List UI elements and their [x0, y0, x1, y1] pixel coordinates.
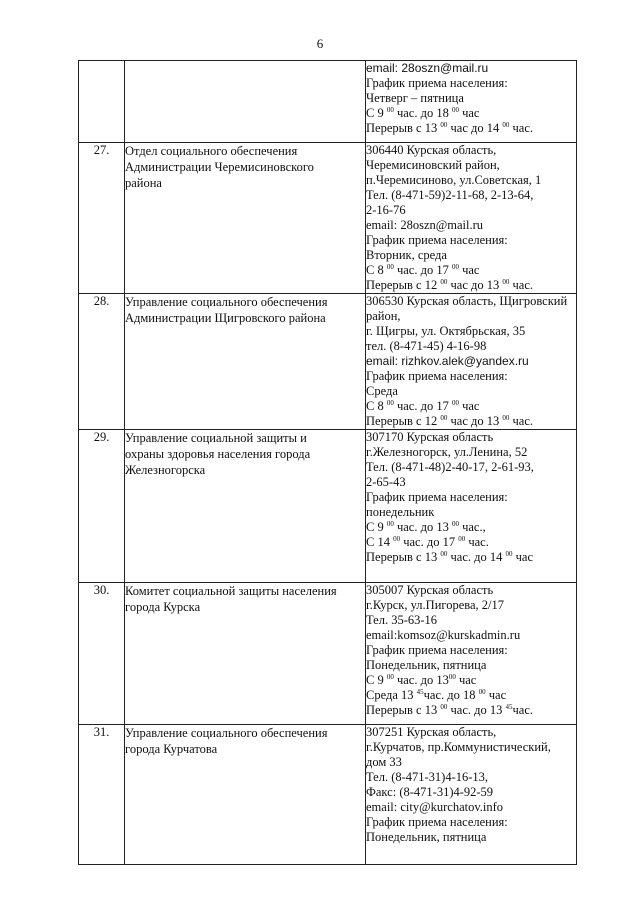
- contact-info-line: г.Железногорск, ул.Ленина, 52: [366, 445, 528, 459]
- row-number: 29.: [79, 430, 125, 583]
- table-row: [79, 430, 577, 583]
- institution-name-line: района: [125, 176, 162, 190]
- table-row: [79, 143, 577, 294]
- contact-info-line: 2-16-76: [366, 203, 406, 217]
- institution-name-line: города Курска: [125, 600, 201, 614]
- contact-info: [366, 143, 577, 294]
- institutions-table: [78, 60, 577, 865]
- contact-info-line: email: 28oszn@mail.ru: [366, 218, 484, 232]
- contact-info-line: Перерыв с 13 $^{00}$ час до 14 $^{00}$ час.: [366, 121, 533, 135]
- contact-info-line: email: rizhkov.alek@yandex.ru: [366, 354, 529, 368]
- contact-info-line: тел. (8-471-45) 4-16-98: [366, 339, 487, 353]
- institution-name: [125, 430, 366, 583]
- contact-info-line: понедельник: [366, 505, 435, 519]
- institution-name: [125, 725, 366, 865]
- contact-info-line: Перерыв с 12 $^{00}$ час до 13 $^{00}$ час.: [366, 278, 533, 292]
- contact-info-line: С 8 $^{00}$ час. до 17 $^{00}$ час: [366, 263, 480, 277]
- contact-info-line: График приема населения:: [366, 815, 508, 829]
- contact-info-line: г.Курчатов, пр.Коммунистический,: [366, 740, 551, 754]
- institution-name: [125, 61, 366, 143]
- institution-name-line: Отдел социального обеспечения: [125, 144, 298, 158]
- contact-info-line: email: 28oszn@mail.ru: [366, 61, 489, 75]
- contact-info-line: График приема населения:: [366, 233, 508, 247]
- contact-info-line: 2-65-43: [366, 475, 406, 489]
- institution-name-line: Администрации Щигровского района: [125, 311, 326, 325]
- institution-name: [125, 294, 366, 430]
- contact-info: [366, 725, 577, 865]
- row-number: 27.: [79, 143, 125, 294]
- contact-info-line: С 9 $^{00}$ час. до 13 $^{00}$ час.,: [366, 520, 486, 534]
- institutions-table-body: [79, 61, 577, 865]
- contact-info-line: Факс: (8-471-31)4-92-59: [366, 785, 494, 799]
- table-row: [79, 294, 577, 430]
- contact-info-line: г.Курск, ул.Пигорева, 2/17: [366, 598, 505, 612]
- table-row: [79, 61, 577, 143]
- contact-info-line: Понедельник, пятница: [366, 830, 487, 844]
- table-row: [79, 583, 577, 725]
- contact-info-line: Тел. (8-471-59)2-11-68, 2-13-64,: [366, 188, 534, 202]
- contact-info-line: С 9 $^{00}$ час. до 18 $^{00}$ час: [366, 106, 480, 120]
- row-number: 31.: [79, 725, 125, 865]
- contact-info-line: График приема населения:: [366, 76, 508, 90]
- contact-info-line: Тел. (8-471-31)4-16-13,: [366, 770, 489, 784]
- contact-info-line: 306440 Курская область,: [366, 143, 497, 157]
- contact-info-line: Черемисиновский район,: [366, 158, 500, 172]
- page-number: 6: [316, 36, 324, 51]
- institution-name: [125, 143, 366, 294]
- contact-info-line: График приема населения:: [366, 643, 508, 657]
- institution-name-line: Железногорска: [125, 463, 206, 477]
- contact-info-line: дом 33: [366, 755, 402, 769]
- contact-info-line: С 14 $^{00}$ час. до 17 $^{00}$ час.: [366, 535, 489, 549]
- row-number: [79, 61, 125, 143]
- contact-info-line: Понедельник, пятница: [366, 658, 487, 672]
- contact-info-line: 307170 Курская область: [366, 430, 494, 444]
- contact-info-line: п.Черемисиново, ул.Советская, 1: [366, 173, 542, 187]
- contact-info-line: г. Щигры, ул. Октябрьская, 35: [366, 324, 526, 338]
- institution-name-line: Администрации Черемисиновского: [125, 160, 314, 174]
- contact-info: [366, 61, 577, 143]
- contact-info-line: Тел. (8-471-48)2-40-17, 2-61-93,: [366, 460, 534, 474]
- institution-name-line: Комитет социальной защиты населения: [125, 584, 337, 598]
- row-number: 28.: [79, 294, 125, 430]
- contact-info-line: Перерыв с 13 $^{00}$ час. до 14 $^{00}$ час: [366, 550, 533, 564]
- contact-info-line: С 9 $^{00}$ час. до $13^{00}$ час: [366, 673, 477, 687]
- contact-info-line: 307251 Курская область,: [366, 725, 497, 739]
- contact-info: [366, 583, 577, 725]
- contact-info-line: Четверг – пятница: [366, 91, 464, 105]
- contact-info-line: С 8 $^{00}$ час. до 17 $^{00}$ час: [366, 399, 480, 413]
- institution-name-line: охраны здоровья населения города: [125, 447, 311, 461]
- table-row: [79, 725, 577, 865]
- institution-name-line: Управление социального обеспечения: [125, 726, 328, 740]
- contact-info-line: Среда 13 $^{45}$час. до 18 $^{00}$ час: [366, 688, 507, 702]
- contact-info-line: Среда: [366, 384, 398, 398]
- contact-info-line: График приема населения:: [366, 369, 508, 383]
- contact-info-line: Перерыв с 13 $^{00}$ час. до 13 $^{45}$час.: [366, 703, 533, 717]
- contact-info-line: Вторник, среда: [366, 248, 447, 262]
- contact-info: [366, 430, 577, 583]
- contact-info-line: Тел. 35-63-16: [366, 613, 438, 627]
- contact-info-line: График приема населения:: [366, 490, 508, 504]
- institution-name-line: Управление социального обеспечения: [125, 295, 328, 309]
- contact-info-line: 306530 Курская область, Щигровский: [366, 294, 568, 308]
- institution-name: [125, 583, 366, 725]
- row-number: 30.: [79, 583, 125, 725]
- institution-name-line: Управление социальной защиты и: [125, 431, 307, 445]
- institution-name-line: города Курчатова: [125, 742, 218, 756]
- contact-info-line: 305007 Курская область: [366, 583, 494, 597]
- contact-info-line: район,: [366, 309, 401, 323]
- contact-info-line: Перерыв с 12 $^{00}$ час до 13 $^{00}$ час.: [366, 414, 533, 428]
- contact-info: [366, 294, 577, 430]
- contact-info-line: email:komsoz@kurskadmin.ru: [366, 628, 521, 642]
- contact-info-line: email: city@kurchatov.info: [366, 800, 504, 814]
